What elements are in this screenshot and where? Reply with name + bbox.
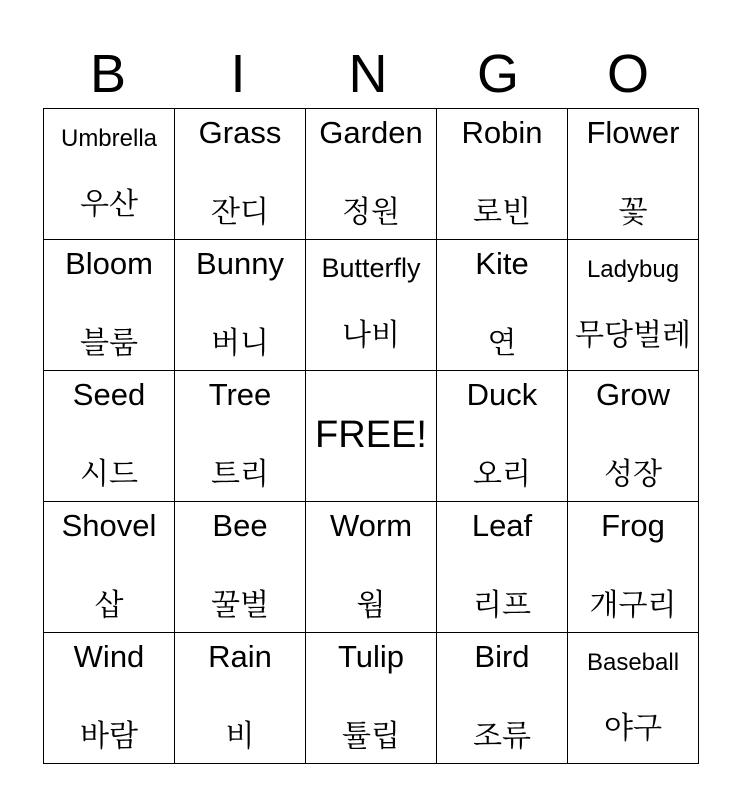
- cell-english: Worm: [329, 508, 413, 543]
- bingo-cell[interactable]: [44, 371, 175, 502]
- board-row: [44, 371, 699, 502]
- cell-korean: 시드: [80, 457, 138, 492]
- free-space-cell[interactable]: [306, 371, 437, 502]
- cell-korean: 튤립: [342, 719, 400, 754]
- bingo-cell[interactable]: [44, 109, 175, 240]
- cell-korean: 비: [225, 719, 255, 754]
- cell-korean: 성장: [604, 457, 662, 492]
- header-letter-b: B: [89, 44, 127, 104]
- cell-korean: 꽃: [618, 195, 648, 230]
- bingo-header: [43, 40, 693, 108]
- cell-english: Robin: [461, 115, 543, 150]
- cell-korean: 로빈: [473, 195, 531, 230]
- cell-korean: 조류: [473, 719, 531, 754]
- bingo-cell[interactable]: [175, 109, 306, 240]
- cell-korean: 나비: [342, 318, 400, 353]
- cell-english: Umbrella: [60, 125, 158, 152]
- board-row: [44, 502, 699, 633]
- board-row: [44, 633, 699, 764]
- header-letter-o: O: [606, 44, 649, 104]
- bingo-cell[interactable]: [437, 109, 568, 240]
- bingo-cell[interactable]: [44, 502, 175, 633]
- cell-korean: 트리: [211, 457, 269, 492]
- cell-english: Bunny: [196, 246, 284, 281]
- cell-english: Garden: [319, 115, 423, 150]
- cell-korean: 연: [487, 326, 517, 361]
- cell-english: Baseball: [586, 649, 680, 676]
- cell-korean: 꿀벌: [211, 588, 269, 623]
- bingo-cell[interactable]: [175, 240, 306, 371]
- cell-korean: 우산: [80, 187, 138, 222]
- cell-english: Bloom: [65, 246, 153, 281]
- cell-english: Ladybug: [586, 256, 680, 283]
- cell-korean: 버니: [211, 326, 269, 361]
- cell-english: Tulip: [337, 639, 405, 674]
- free-space-label: FREE!: [315, 414, 427, 456]
- cell-korean: 잔디: [211, 195, 269, 230]
- cell-korean: 오리: [473, 457, 531, 492]
- bingo-cell[interactable]: [568, 371, 699, 502]
- cell-english: Shovel: [61, 508, 157, 543]
- cell-korean: 바람: [80, 719, 138, 754]
- board-row: [44, 240, 699, 371]
- bingo-cell[interactable]: [568, 502, 699, 633]
- cell-korean: 정원: [342, 195, 400, 230]
- cell-korean: 삽: [94, 588, 124, 623]
- cell-korean: 웜: [356, 588, 386, 623]
- cell-english: Rain: [208, 639, 272, 674]
- bingo-cell[interactable]: [437, 240, 568, 371]
- cell-english: Duck: [466, 377, 538, 412]
- bingo-cell[interactable]: [568, 109, 699, 240]
- cell-korean: 리프: [473, 588, 531, 623]
- cell-korean: 야구: [604, 711, 662, 746]
- cell-english: Tree: [208, 377, 272, 412]
- cell-english: Seed: [72, 377, 146, 412]
- bingo-cell[interactable]: [175, 633, 306, 764]
- cell-english: Bird: [474, 639, 530, 674]
- cell-english: Butterfly: [321, 253, 421, 283]
- cell-english: Frog: [601, 508, 665, 543]
- bingo-cell[interactable]: [568, 240, 699, 371]
- bingo-cell[interactable]: [437, 633, 568, 764]
- cell-english: Bee: [212, 508, 268, 543]
- cell-english: Grow: [595, 377, 671, 412]
- bingo-cell[interactable]: [306, 109, 437, 240]
- bingo-cell[interactable]: [306, 240, 437, 371]
- bingo-cell[interactable]: [306, 633, 437, 764]
- bingo-cell[interactable]: [175, 371, 306, 502]
- header-letter-g: G: [476, 44, 519, 104]
- cell-english: Wind: [73, 639, 145, 674]
- bingo-cell[interactable]: [44, 240, 175, 371]
- bingo-cell[interactable]: [306, 502, 437, 633]
- cell-korean: 무당벌레: [575, 318, 691, 353]
- header-letter-i: I: [230, 44, 246, 104]
- cell-english: Flower: [586, 115, 680, 150]
- cell-english: Grass: [198, 115, 282, 150]
- header-letter-n: N: [348, 44, 388, 104]
- cell-korean: 블룸: [80, 326, 138, 361]
- cell-korean: 개구리: [589, 588, 677, 623]
- bingo-cell[interactable]: [44, 633, 175, 764]
- bingo-cell[interactable]: [175, 502, 306, 633]
- cell-english: Kite: [475, 246, 529, 281]
- bingo-cell[interactable]: [437, 371, 568, 502]
- board-row: [44, 109, 699, 240]
- bingo-cell[interactable]: [437, 502, 568, 633]
- cell-english: Leaf: [471, 508, 533, 543]
- bingo-cell[interactable]: [568, 633, 699, 764]
- bingo-board: [43, 108, 699, 764]
